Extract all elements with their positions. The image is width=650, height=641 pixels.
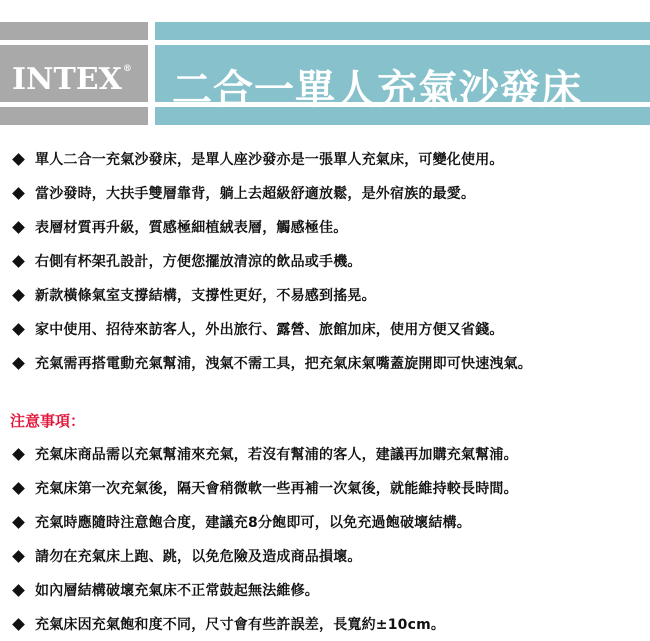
list-item [0, 312, 650, 346]
diamond-bullet-icon [12, 584, 25, 597]
diamond-bullet-icon [12, 482, 25, 495]
list-item [0, 278, 650, 312]
diamond-bullet-icon [12, 187, 25, 200]
list-item [0, 539, 650, 573]
logo-stripe-top [0, 40, 148, 45]
feature-text: 單人二合一充氣沙發床，是單人座沙發亦是一張單人充氣床，可變化使用。 [35, 152, 504, 168]
list-item [0, 210, 650, 244]
feature-list [0, 142, 650, 380]
list-item [0, 505, 650, 539]
feature-text: 表層材質再升級，質感極細植絨表層，觸感極佳。 [35, 220, 348, 236]
list-item [0, 244, 650, 278]
logo-divider [148, 22, 155, 125]
header-banner [0, 22, 650, 125]
list-item [0, 346, 650, 380]
notes-list [0, 437, 650, 641]
diamond-bullet-icon [12, 289, 25, 302]
list-item [0, 176, 650, 210]
diamond-bullet-icon [12, 221, 25, 234]
diamond-bullet-icon [12, 516, 25, 529]
list-item [0, 437, 650, 471]
diamond-bullet-icon [12, 153, 25, 166]
note-text: 充氣時應隨時注意飽合度，建議充8分飽即可，以免充過飽破壞結構。 [35, 515, 471, 531]
list-item [0, 607, 650, 641]
list-item [0, 573, 650, 607]
feature-text: 當沙發時，大扶手雙層靠背，躺上去超級舒適放鬆，是外宿族的最愛。 [35, 186, 476, 202]
feature-text: 新款橫條氣室支撐結構，支撐性更好，不易感到搖晃。 [35, 288, 376, 304]
list-item [0, 142, 650, 176]
registered-mark: ® [122, 64, 132, 74]
list-item [0, 471, 650, 505]
diamond-bullet-icon [12, 255, 25, 268]
note-text: 請勿在充氣床上跑、跳，以免危險及造成商品損壞。 [35, 549, 362, 565]
diamond-bullet-icon [12, 323, 25, 336]
note-text: 充氣床商品需以充氣幫浦來充氣，若沒有幫浦的客人，建議再加購充氣幫浦。 [35, 447, 518, 463]
note-text: 如內層結構破壞充氣床不正常鼓起無法維修。 [35, 583, 319, 599]
brand-logo [12, 62, 132, 97]
brand-name: INTEX [12, 62, 122, 97]
feature-text: 充氣需再搭電動充氣幫浦，洩氣不需工具，把充氣床氣嘴蓋旋開即可快速洩氣。 [35, 356, 532, 372]
notes-heading: 注意事項： [10, 412, 86, 430]
logo-stripe-bottom [0, 102, 148, 107]
diamond-bullet-icon [12, 357, 25, 370]
diamond-bullet-icon [12, 448, 25, 461]
product-title: 二合一單人充氣沙發床 [172, 67, 582, 113]
brand-logo-box [0, 22, 148, 125]
diamond-bullet-icon [12, 550, 25, 563]
note-text: 充氣床因充氣飽和度不同，尺寸會有些許誤差，長寬約±10cm。 [35, 617, 446, 633]
feature-text: 家中使用、招待來訪客人，外出旅行、露營、旅館加床，使用方便又省錢。 [35, 322, 504, 338]
note-text: 充氣床第一次充氣後，隔天會稍微軟一些再補一次氣後，就能維持較長時間。 [35, 481, 518, 497]
feature-text: 右側有杯架孔設計，方便您擺放清涼的飲品或手機。 [35, 254, 362, 270]
diamond-bullet-icon [12, 618, 25, 631]
